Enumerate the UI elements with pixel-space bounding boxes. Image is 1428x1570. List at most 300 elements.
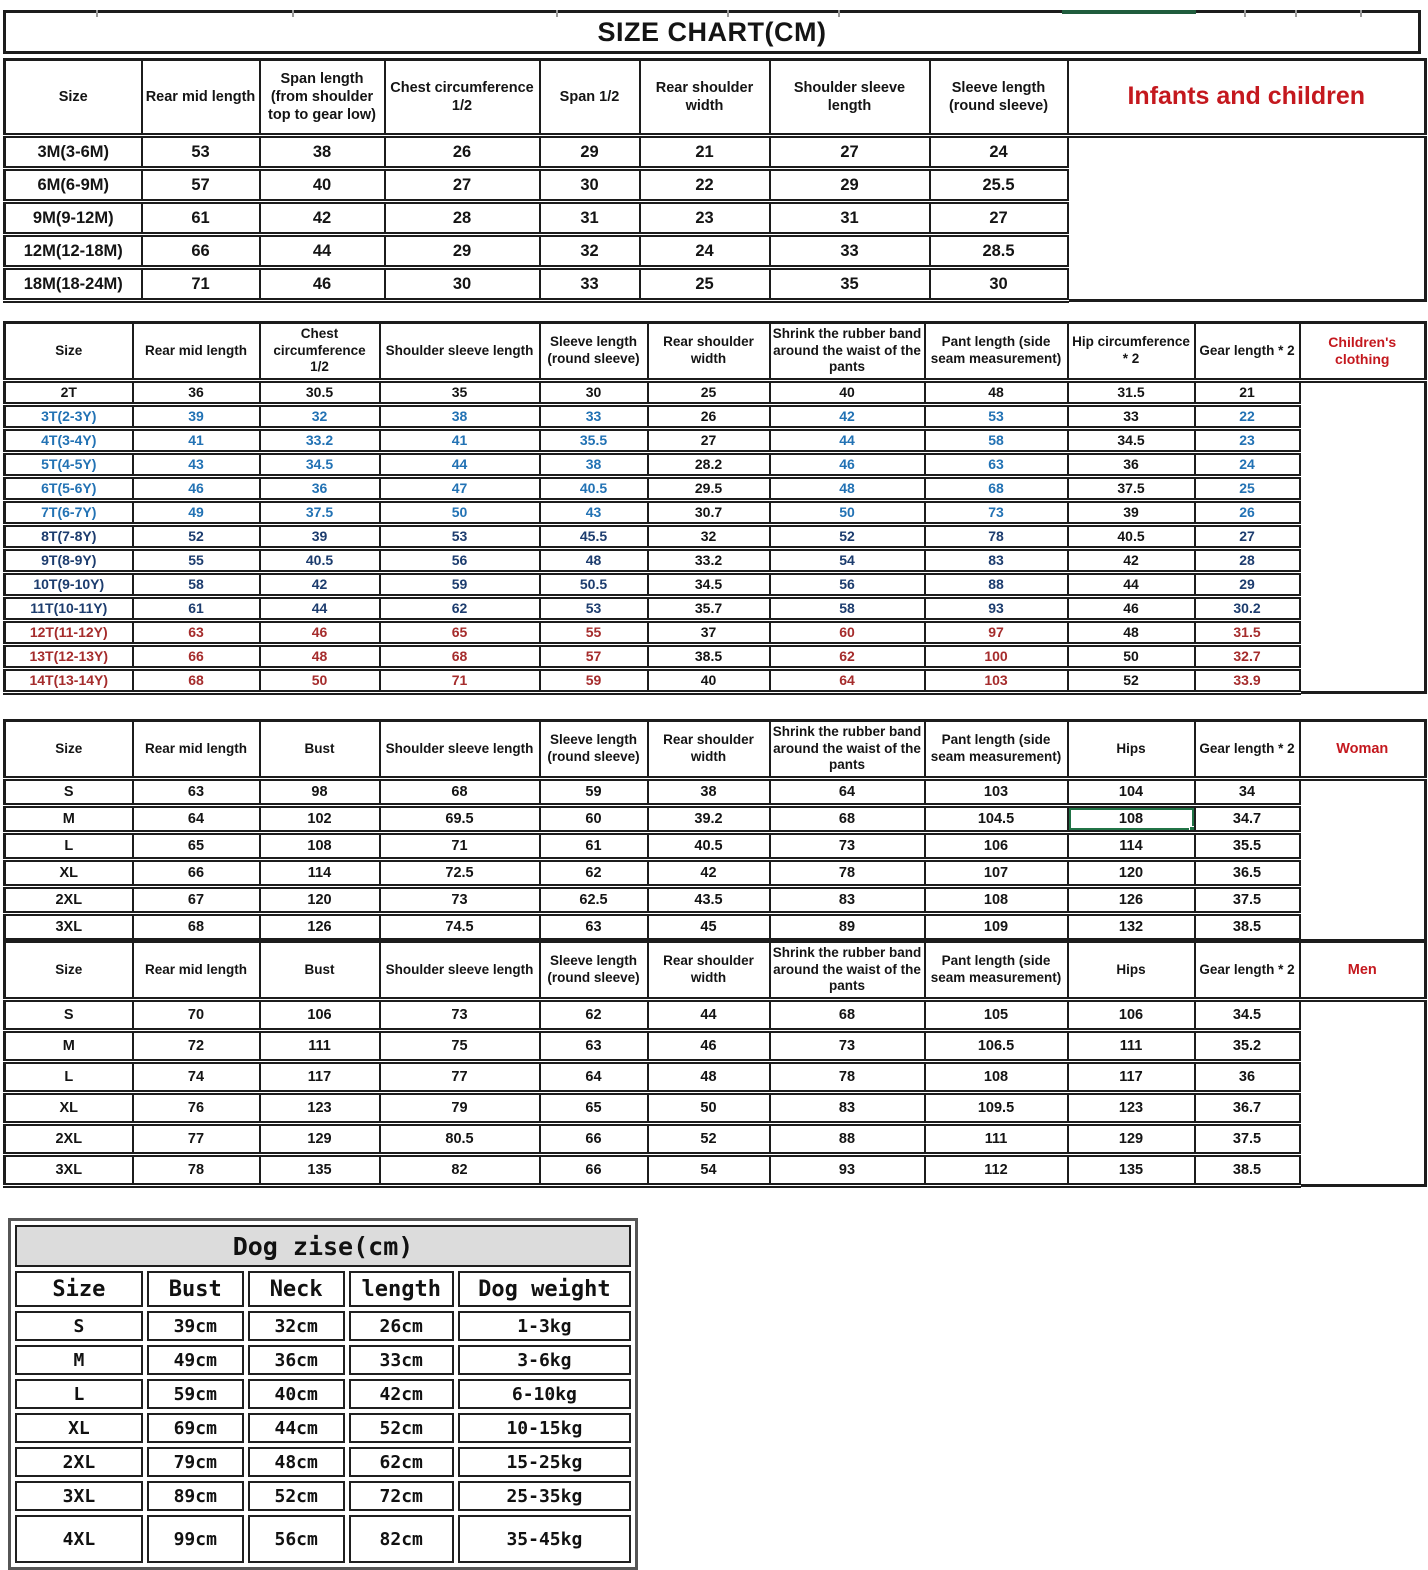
dog-column-header: Size [15, 1271, 143, 1307]
children-size-cell: 3T(2-3Y) [5, 405, 133, 429]
men-size-cell: 3XL [5, 1155, 133, 1186]
children-value-cell: 93 [925, 597, 1068, 621]
children-column-header: Pant length (side seam measurement) [925, 323, 1068, 381]
children-value-cell: 88 [925, 573, 1068, 597]
woman-value-cell: 107 [925, 860, 1068, 887]
woman-value-cell: 72.5 [380, 860, 540, 887]
children-value-cell: 61 [133, 597, 260, 621]
children-value-cell: 29.5 [648, 477, 770, 501]
woman-value-cell: 109 [925, 914, 1068, 941]
dog-value-cell: 1-3kg [458, 1311, 631, 1341]
children-row [5, 453, 1426, 477]
dog-value-cell: 79cm [147, 1447, 244, 1477]
children-column-header: Sleeve length (round sleeve) [540, 323, 648, 381]
children-value-cell: 50 [260, 669, 380, 693]
dog-value-cell: 69cm [147, 1413, 244, 1443]
dog-value-cell: 89cm [147, 1481, 244, 1511]
woman-value-cell: 104.5 [925, 806, 1068, 833]
children-row [5, 405, 1426, 429]
children-header-row [5, 323, 1426, 381]
infants-value-cell: 30 [930, 268, 1068, 301]
dog-row [15, 1379, 631, 1409]
children-value-cell: 22 [1195, 405, 1300, 429]
woman-value-cell: 104 [1068, 779, 1195, 806]
infants-side-label: Infants and children [1068, 60, 1426, 136]
dog-size-title: Dog zise(cm) [15, 1225, 631, 1267]
infants-value-cell: 27 [385, 169, 540, 202]
dog-size-cell: M [15, 1345, 143, 1375]
children-value-cell: 71 [380, 669, 540, 693]
dog-size-cell: 2XL [15, 1447, 143, 1477]
children-value-cell: 44 [380, 453, 540, 477]
children-size-cell: 7T(6-7Y) [5, 501, 133, 525]
woman-value-cell: 38.5 [1195, 914, 1300, 941]
men-value-cell: 123 [260, 1093, 380, 1124]
dog-value-cell: 6-10kg [458, 1379, 631, 1409]
children-row [5, 621, 1426, 645]
woman-row [5, 860, 1426, 887]
men-value-cell: 65 [540, 1093, 648, 1124]
children-value-cell: 21 [1195, 381, 1300, 405]
woman-column-header: Shrink the rubber band around the waist of the pants [770, 721, 925, 779]
children-value-cell: 45.5 [540, 525, 648, 549]
infants-column-header: Sleeve length (round sleeve) [930, 60, 1068, 136]
children-value-cell: 48 [1068, 621, 1195, 645]
men-value-cell: 64 [540, 1062, 648, 1093]
men-value-cell: 44 [648, 1000, 770, 1031]
children-value-cell: 68 [133, 669, 260, 693]
children-column-header: Shoulder sleeve length [380, 323, 540, 381]
woman-value-cell: 114 [260, 860, 380, 887]
children-column-header: Gear length * 2 [1195, 323, 1300, 381]
infants-value-cell: 57 [142, 169, 260, 202]
children-value-cell: 43 [133, 453, 260, 477]
children-side-label: Children's clothing [1300, 323, 1426, 381]
children-value-cell: 30.5 [260, 381, 380, 405]
children-size-cell: 2T [5, 381, 133, 405]
children-value-cell: 43 [540, 501, 648, 525]
dog-size-cell: 3XL [15, 1481, 143, 1511]
woman-value-cell: 64 [133, 806, 260, 833]
woman-value-cell: 61 [540, 833, 648, 860]
children-value-cell: 68 [925, 477, 1068, 501]
children-value-cell: 24 [1195, 453, 1300, 477]
children-column-header: Rear shoulder width [648, 323, 770, 381]
children-value-cell: 50.5 [540, 573, 648, 597]
size-chart-title: SIZE CHART(CM) [3, 10, 1421, 54]
woman-value-cell: 78 [770, 860, 925, 887]
children-row [5, 477, 1426, 501]
children-value-cell: 58 [133, 573, 260, 597]
infants-value-cell: 25 [640, 268, 770, 301]
woman-size-table [3, 719, 1427, 943]
infants-column-header: Chest circumference 1/2 [385, 60, 540, 136]
infants-size-cell: 12M(12-18M) [5, 235, 142, 268]
woman-value-cell: 126 [260, 914, 380, 941]
woman-column-header: Sleeve length (round sleeve) [540, 721, 648, 779]
children-value-cell: 52 [1068, 669, 1195, 693]
men-column-header: Sleeve length (round sleeve) [540, 942, 648, 1000]
gridline-stub [727, 10, 729, 17]
woman-selected-cell: 108 [1068, 806, 1195, 833]
woman-value-cell: 67 [133, 887, 260, 914]
dog-value-cell: 42cm [349, 1379, 454, 1409]
men-row [5, 1093, 1426, 1124]
woman-value-cell: 69.5 [380, 806, 540, 833]
woman-value-cell: 83 [770, 887, 925, 914]
children-value-cell: 37.5 [260, 501, 380, 525]
men-value-cell: 79 [380, 1093, 540, 1124]
infants-row [5, 235, 1426, 268]
men-value-cell: 66 [540, 1124, 648, 1155]
men-value-cell: 117 [1068, 1062, 1195, 1093]
men-value-cell: 37.5 [1195, 1124, 1300, 1155]
men-value-cell: 54 [648, 1155, 770, 1186]
children-value-cell: 44 [1068, 573, 1195, 597]
men-value-cell: 106.5 [925, 1031, 1068, 1062]
woman-value-cell: 39.2 [648, 806, 770, 833]
woman-size-cell: 3XL [5, 914, 133, 941]
children-value-cell: 59 [540, 669, 648, 693]
children-value-cell: 63 [925, 453, 1068, 477]
men-value-cell: 88 [770, 1124, 925, 1155]
men-value-cell: 78 [133, 1155, 260, 1186]
infants-value-cell: 25.5 [930, 169, 1068, 202]
children-column-header: Hip circumference * 2 [1068, 323, 1195, 381]
men-value-cell: 74 [133, 1062, 260, 1093]
infants-row [5, 268, 1426, 301]
men-side-label: Men [1300, 942, 1426, 1000]
children-value-cell: 30.2 [1195, 597, 1300, 621]
men-value-cell: 50 [648, 1093, 770, 1124]
woman-value-cell: 68 [133, 914, 260, 941]
children-value-cell: 56 [380, 549, 540, 573]
men-value-cell: 34.5 [1195, 1000, 1300, 1031]
children-value-cell: 50 [380, 501, 540, 525]
men-row [5, 1062, 1426, 1093]
children-value-cell: 53 [540, 597, 648, 621]
gridline-stub [1295, 10, 1297, 17]
children-value-cell: 40.5 [260, 549, 380, 573]
children-value-cell: 29 [1195, 573, 1300, 597]
infants-size-cell: 9M(9-12M) [5, 202, 142, 235]
men-value-cell: 80.5 [380, 1124, 540, 1155]
dog-value-cell: 40cm [248, 1379, 345, 1409]
children-size-cell: 6T(5-6Y) [5, 477, 133, 501]
men-value-cell: 36 [1195, 1062, 1300, 1093]
woman-column-header: Shoulder sleeve length [380, 721, 540, 779]
woman-value-cell: 98 [260, 779, 380, 806]
men-value-cell: 111 [1068, 1031, 1195, 1062]
children-row [5, 549, 1426, 573]
woman-size-cell: S [5, 779, 133, 806]
dog-size-cell: S [15, 1311, 143, 1341]
children-value-cell: 65 [380, 621, 540, 645]
woman-column-header: Hips [1068, 721, 1195, 779]
dog-size-cell: L [15, 1379, 143, 1409]
infants-size-table [3, 58, 1427, 303]
men-value-cell: 112 [925, 1155, 1068, 1186]
children-value-cell: 23 [1195, 429, 1300, 453]
men-value-cell: 129 [260, 1124, 380, 1155]
children-value-cell: 41 [133, 429, 260, 453]
woman-value-cell: 45 [648, 914, 770, 941]
dog-size-table [8, 1218, 638, 1570]
men-value-cell: 135 [260, 1155, 380, 1186]
children-size-cell: 14T(13-14Y) [5, 669, 133, 693]
woman-value-cell: 71 [380, 833, 540, 860]
children-value-cell: 46 [260, 621, 380, 645]
infants-column-header: Span length (from shoulder top to gear low) [260, 60, 385, 136]
dog-value-cell: 44cm [248, 1413, 345, 1443]
children-value-cell: 44 [770, 429, 925, 453]
children-value-cell: 25 [648, 381, 770, 405]
gridline-stub [838, 10, 840, 17]
dog-value-cell: 82cm [349, 1515, 454, 1563]
woman-size-cell: 2XL [5, 887, 133, 914]
men-value-cell: 76 [133, 1093, 260, 1124]
children-value-cell: 38.5 [648, 645, 770, 669]
children-value-cell: 97 [925, 621, 1068, 645]
men-value-cell: 48 [648, 1062, 770, 1093]
infants-value-cell: 21 [640, 136, 770, 169]
dog-row [15, 1447, 631, 1477]
men-value-cell: 105 [925, 1000, 1068, 1031]
children-value-cell: 31.5 [1195, 621, 1300, 645]
infants-value-cell: 35 [770, 268, 930, 301]
dog-size-cell: XL [15, 1413, 143, 1443]
men-value-cell: 38.5 [1195, 1155, 1300, 1186]
woman-header-row [5, 721, 1426, 779]
men-size-cell: L [5, 1062, 133, 1093]
children-value-cell: 52 [133, 525, 260, 549]
men-value-cell: 52 [648, 1124, 770, 1155]
children-value-cell: 62 [770, 645, 925, 669]
woman-side-label: Woman [1300, 721, 1426, 779]
woman-value-cell: 108 [925, 887, 1068, 914]
infants-column-header: Size [5, 60, 142, 136]
infants-value-cell: 26 [385, 136, 540, 169]
infants-value-cell: 27 [930, 202, 1068, 235]
dog-value-cell: 36cm [248, 1345, 345, 1375]
children-value-cell: 32 [260, 405, 380, 429]
children-row [5, 525, 1426, 549]
men-column-header: Shrink the rubber band around the waist of the pants [770, 942, 925, 1000]
children-value-cell: 57 [540, 645, 648, 669]
woman-value-cell: 108 [260, 833, 380, 860]
men-value-cell: 35.2 [1195, 1031, 1300, 1062]
dog-value-cell: 33cm [349, 1345, 454, 1375]
men-value-cell: 75 [380, 1031, 540, 1062]
children-size-cell: 8T(7-8Y) [5, 525, 133, 549]
woman-value-cell: 37.5 [1195, 887, 1300, 914]
woman-value-cell: 74.5 [380, 914, 540, 941]
woman-value-cell: 62.5 [540, 887, 648, 914]
woman-value-cell: 63 [540, 914, 648, 941]
men-value-cell: 73 [770, 1031, 925, 1062]
children-value-cell: 48 [925, 381, 1068, 405]
men-value-cell: 123 [1068, 1093, 1195, 1124]
men-value-cell: 83 [770, 1093, 925, 1124]
infants-value-cell: 66 [142, 235, 260, 268]
children-value-cell: 37 [648, 621, 770, 645]
woman-value-cell: 34 [1195, 779, 1300, 806]
children-value-cell: 33 [1068, 405, 1195, 429]
woman-value-cell: 102 [260, 806, 380, 833]
men-value-cell: 36.7 [1195, 1093, 1300, 1124]
children-column-header: Chest circumference 1/2 [260, 323, 380, 381]
dog-size-cell: 4XL [15, 1515, 143, 1563]
children-row [5, 381, 1426, 405]
infants-value-cell: 71 [142, 268, 260, 301]
men-value-cell: 93 [770, 1155, 925, 1186]
infants-value-cell: 27 [770, 136, 930, 169]
men-value-cell: 63 [540, 1031, 648, 1062]
infants-value-cell: 38 [260, 136, 385, 169]
men-size-cell: 2XL [5, 1124, 133, 1155]
infants-value-cell: 30 [385, 268, 540, 301]
gridline-stub [96, 10, 98, 17]
infants-value-cell: 24 [640, 235, 770, 268]
woman-value-cell: 64 [770, 779, 925, 806]
children-value-cell: 83 [925, 549, 1068, 573]
children-value-cell: 40.5 [1068, 525, 1195, 549]
children-value-cell: 48 [260, 645, 380, 669]
men-value-cell: 111 [260, 1031, 380, 1062]
woman-value-cell: 120 [1068, 860, 1195, 887]
woman-row [5, 887, 1426, 914]
children-row [5, 597, 1426, 621]
woman-value-cell: 40.5 [648, 833, 770, 860]
children-value-cell: 39 [260, 525, 380, 549]
infants-value-cell: 24 [930, 136, 1068, 169]
children-value-cell: 32.7 [1195, 645, 1300, 669]
woman-row [5, 806, 1426, 833]
children-value-cell: 31.5 [1068, 381, 1195, 405]
men-value-cell: 109.5 [925, 1093, 1068, 1124]
gridline-stub [292, 10, 294, 17]
woman-value-cell: 65 [133, 833, 260, 860]
dog-value-cell: 99cm [147, 1515, 244, 1563]
children-value-cell: 34.5 [648, 573, 770, 597]
children-size-cell: 9T(8-9Y) [5, 549, 133, 573]
men-column-header: Size [5, 942, 133, 1000]
children-value-cell: 50 [770, 501, 925, 525]
dog-value-cell: 25-35kg [458, 1481, 631, 1511]
dog-value-cell: 52cm [248, 1481, 345, 1511]
men-column-header: Hips [1068, 942, 1195, 1000]
infants-value-cell: 29 [540, 136, 640, 169]
men-value-cell: 82 [380, 1155, 540, 1186]
woman-value-cell: 42 [648, 860, 770, 887]
dog-value-cell: 62cm [349, 1447, 454, 1477]
children-value-cell: 33.9 [1195, 669, 1300, 693]
children-value-cell: 60 [770, 621, 925, 645]
infants-row [5, 136, 1426, 169]
children-value-cell: 41 [380, 429, 540, 453]
children-value-cell: 46 [133, 477, 260, 501]
woman-value-cell: 103 [925, 779, 1068, 806]
children-row [5, 645, 1426, 669]
infants-value-cell: 33 [770, 235, 930, 268]
woman-value-cell: 43.5 [648, 887, 770, 914]
children-value-cell: 55 [540, 621, 648, 645]
children-value-cell: 37.5 [1068, 477, 1195, 501]
men-value-cell: 73 [380, 1000, 540, 1031]
children-value-cell: 55 [133, 549, 260, 573]
children-value-cell: 35.7 [648, 597, 770, 621]
woman-column-header: Pant length (side seam measurement) [925, 721, 1068, 779]
woman-value-cell: 34.7 [1195, 806, 1300, 833]
dog-value-cell: 10-15kg [458, 1413, 631, 1443]
dog-value-cell: 3-6kg [458, 1345, 631, 1375]
infants-value-cell: 29 [385, 235, 540, 268]
dog-column-header: length [349, 1271, 454, 1307]
children-value-cell: 33.2 [648, 549, 770, 573]
children-value-cell: 62 [380, 597, 540, 621]
children-value-cell: 66 [133, 645, 260, 669]
children-value-cell: 78 [925, 525, 1068, 549]
children-value-cell: 30 [540, 381, 648, 405]
woman-value-cell: 35.5 [1195, 833, 1300, 860]
children-value-cell: 32 [648, 525, 770, 549]
children-row [5, 429, 1426, 453]
men-value-cell: 70 [133, 1000, 260, 1031]
woman-value-cell: 114 [1068, 833, 1195, 860]
children-value-cell: 40.5 [540, 477, 648, 501]
children-size-table [3, 321, 1427, 695]
children-value-cell: 58 [925, 429, 1068, 453]
children-value-cell: 34.5 [260, 453, 380, 477]
infants-value-cell: 31 [540, 202, 640, 235]
woman-row [5, 914, 1426, 941]
men-value-cell: 46 [648, 1031, 770, 1062]
woman-value-cell: 89 [770, 914, 925, 941]
infants-size-cell: 18M(18-24M) [5, 268, 142, 301]
infants-value-cell: 30 [540, 169, 640, 202]
men-value-cell: 111 [925, 1124, 1068, 1155]
woman-value-cell: 73 [770, 833, 925, 860]
woman-size-cell: L [5, 833, 133, 860]
children-value-cell: 36 [1068, 453, 1195, 477]
infants-column-header: Shoulder sleeve length [770, 60, 930, 136]
woman-value-cell: 106 [925, 833, 1068, 860]
woman-value-cell: 68 [770, 806, 925, 833]
children-value-cell: 36 [260, 477, 380, 501]
men-value-cell: 77 [380, 1062, 540, 1093]
children-value-cell: 38 [540, 453, 648, 477]
gridline-stub [1360, 10, 1362, 17]
dog-row [15, 1413, 631, 1443]
children-value-cell: 63 [133, 621, 260, 645]
men-column-header: Rear mid length [133, 942, 260, 1000]
children-value-cell: 39 [1068, 501, 1195, 525]
gridline-stub [556, 10, 558, 17]
children-value-cell: 48 [540, 549, 648, 573]
infants-value-cell: 32 [540, 235, 640, 268]
children-value-cell: 30.7 [648, 501, 770, 525]
woman-column-header: Rear shoulder width [648, 721, 770, 779]
infants-column-header: Rear shoulder width [640, 60, 770, 136]
children-value-cell: 27 [648, 429, 770, 453]
children-value-cell: 56 [770, 573, 925, 597]
woman-value-cell: 36.5 [1195, 860, 1300, 887]
children-size-cell: 13T(12-13Y) [5, 645, 133, 669]
children-value-cell: 54 [770, 549, 925, 573]
children-value-cell: 46 [1068, 597, 1195, 621]
infants-value-cell: 46 [260, 268, 385, 301]
infants-value-cell: 53 [142, 136, 260, 169]
